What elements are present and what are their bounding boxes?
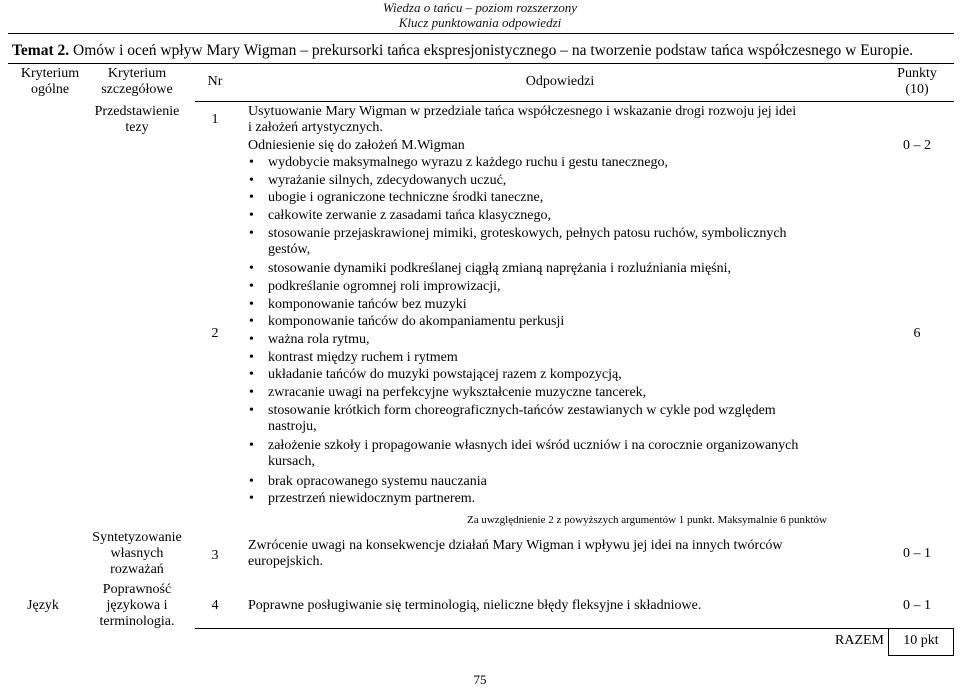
theme-label: Temat 2. [12,42,70,59]
row2-bullet-item: • stosowanie przejaskrawionej mimiki, groteskowych, pełnych patosu ruchów, symbolicznych gestów, [268,226,787,258]
row2-bullet-item: • stosowanie krótkich form choreograficznych-tańców zestawianych w cykle pod względem nastroju, [268,403,776,435]
row1-nr: 1 [211,112,219,127]
row4-detailed-criterion: Poprawność językowa i terminologia. [99,582,175,629]
col-header-points: Punkty (10) [897,66,937,97]
row2-bullet-item: • zwracanie uwagi na perfekcyjne wykształcenie muzyczne tancerek, [268,385,646,401]
total-value: 10 pkt [903,633,939,648]
row2-bullet-item: • komponowanie tańców bez muzyki [268,297,467,313]
row2-points: 6 [913,326,921,341]
row3-nr: 3 [211,548,219,563]
col-header-general-criterion: Kryterium ogólne [20,66,80,97]
page-number: 75 [473,672,487,687]
row4-answer: Poprawne posługiwanie się terminologią, nieliczne błędy fleksyjne i składniowe. [248,598,702,613]
row4-nr: 4 [211,598,219,613]
row4-general-criterion: Język [27,598,59,613]
row2-bullet-item: • wydobycie maksymalnego wyrazu z każdego ruchu i gestu tanecznego, [268,155,668,171]
col-header-answers: Odpowiedzi [525,74,595,89]
total-label: RAZEM [835,633,884,648]
row2-bullet-item: • kontrast między ruchem i rytmem [268,350,458,366]
row2-scoring-note: Za uwzględnienie 2 z powyższych argumentów 1 punkt. Maksymalnie 6 punktów [467,514,827,526]
theme-heading [12,42,913,60]
header-line-2: Klucz punktowania odpowiedzi [398,15,562,30]
row1-points: 0 – 2 [903,138,931,153]
row1-detailed-criterion: Przedstawienie tezy [94,104,180,135]
header-rule [8,33,954,34]
theme-text: Omów i oceń wpływ Mary Wigman – prekursorki tańca ekspresjonistycznego – na tworzenie podstaw tańca współczesnego w Europie. [69,42,914,59]
row2-bullet-item: • komponowanie tańców do akompaniamentu perkusji [268,314,564,330]
row3-detailed-criterion: Syntetyzowanie własnych rozważań [92,530,182,577]
row2-bullet-item: • ubogie i ograniczone techniczne środki taneczne, [268,190,543,206]
row2-bullet-item: • całkowite zerwanie z zasadami tańca klasycznego, [268,208,551,224]
row2-bullet-item: • ważna rola rytmu, [268,332,369,348]
total-row-bottom-border [888,655,954,656]
row4-points: 0 – 1 [903,598,931,613]
header-row-bottom-border [195,101,954,102]
row2-bullet-item: • założenie szkoły i propagowanie własnych idei wśród uczniów i na corocznie organizowanych kursach, [268,438,798,470]
row2-bullet-item: • układanie tańców do muzyki powstającej razem z kompozycją, [268,367,622,383]
header-line-1: Wiedza o tańcu – poziom rozszerzony [382,0,578,15]
row1-answer: Usytuowanie Mary Wigman w przedziale tańca współczesnego i wskazanie drogi rozwoju jej idei i założeń artystycznych. [248,104,797,135]
row3-answer: Zwrócenie uwagi na konsekwencje działań Mary Wigman i wpływu jej idei na innych twórców europejskich. [248,538,783,569]
row2-nr: 2 [211,326,219,341]
row2-bullet-item: • podkreślanie ogromnej roli improwizacji, [268,279,501,295]
table-top-border [8,63,954,64]
row2-bullet-item: • przestrzeń niewidocznym partnerem. [268,491,475,507]
row2-bullet-item: • stosowanie dynamiki podkreślanej ciągłą zmianą naprężania i rozluźniania mięśni, [268,261,731,277]
col-header-nr: Nr [207,74,223,89]
row2-intro: Odniesienie się do założeń M.Wigman [248,138,465,153]
row2-bullet-item: • wyrażanie silnych, zdecydowanych uczuć, [268,173,506,189]
page-header [0,0,960,30]
row3-points: 0 – 1 [903,546,931,561]
table-bottom-border [195,628,954,629]
col-header-detailed-criterion: Kryterium szczegółowe [101,66,173,97]
row2-bullet-item: • brak opracowanego systemu nauczania [268,474,487,490]
